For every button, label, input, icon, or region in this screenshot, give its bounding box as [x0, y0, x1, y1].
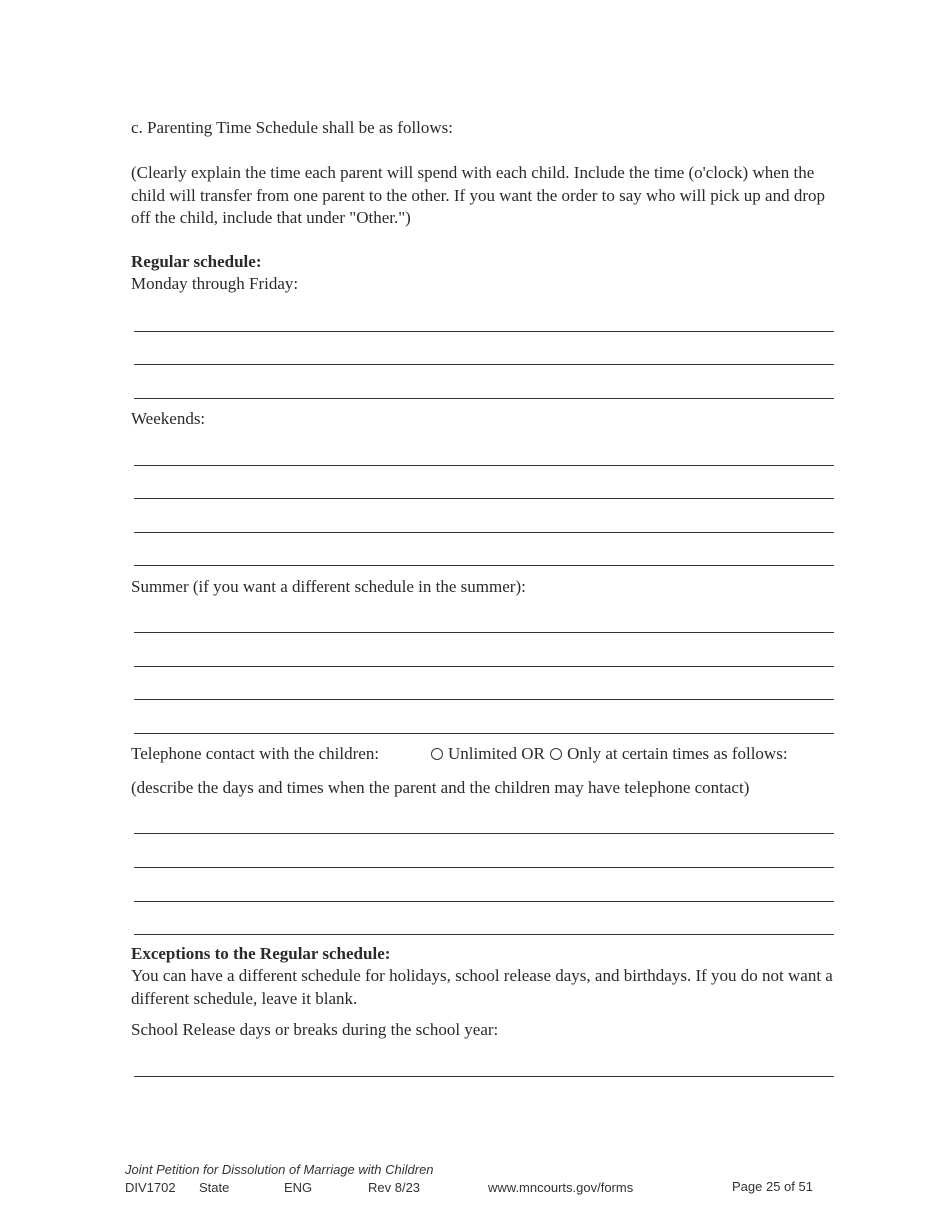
- telephone-label: Telephone contact with the children:: [131, 744, 380, 763]
- school-release-label: School Release days or breaks during the school year:: [131, 1020, 499, 1039]
- section-instructions: (Clearly explain the time each parent will spend with each child. Include the time (o'clock) when the child will transfer from one parent to the other. If you want the order to say who will pick up and drop off the child, include that under "Other."): [131, 163, 825, 227]
- weekends-line[interactable]: [134, 532, 834, 533]
- summer-line[interactable]: [134, 699, 834, 700]
- footer-website: www.mncourts.gov/forms: [488, 1180, 634, 1195]
- telephone-describe: (describe the days and times when the parent and the children may have telephone contact): [131, 778, 750, 797]
- summer-line[interactable]: [134, 632, 834, 633]
- footer-revision: Rev 8/23: [368, 1180, 421, 1195]
- unlimited-radio[interactable]: [431, 748, 443, 760]
- footer-page-number: Page 25 of 51: [732, 1179, 813, 1194]
- weekdays-line[interactable]: [134, 364, 834, 365]
- certain-times-label: Only at certain times as follows:: [567, 744, 788, 763]
- telephone-options: [431, 743, 788, 765]
- footer-form-title: Joint Petition for Dissolution of Marriage with Children: [125, 1162, 434, 1177]
- weekends-line[interactable]: [134, 565, 834, 566]
- section-heading: c. Parenting Time Schedule shall be as follows:: [131, 118, 454, 137]
- summer-label: Summer (if you want a different schedule in the summer):: [131, 577, 526, 596]
- weekends-line[interactable]: [134, 498, 834, 499]
- unlimited-label: Unlimited OR: [448, 744, 545, 763]
- weekdays-label: Monday through Friday:: [131, 274, 299, 293]
- school-release-line[interactable]: [134, 1076, 834, 1077]
- weekends-label: Weekends:: [131, 409, 206, 428]
- exceptions-heading: Exceptions to the Regular schedule:: [131, 944, 391, 963]
- footer-form-code: DIV1702: [125, 1180, 176, 1195]
- footer-jurisdiction: State: [199, 1180, 230, 1195]
- weekdays-line[interactable]: [134, 398, 834, 399]
- summer-line[interactable]: [134, 733, 834, 734]
- certain-times-radio[interactable]: [550, 748, 562, 760]
- telephone-line[interactable]: [134, 867, 834, 868]
- weekends-line[interactable]: [134, 465, 834, 466]
- summer-line[interactable]: [134, 666, 834, 667]
- telephone-line[interactable]: [134, 833, 834, 834]
- telephone-line[interactable]: [134, 934, 834, 935]
- exceptions-description: You can have a different schedule for holidays, school release days, and birthdays. If you do not want a different schedule, leave it blank.: [131, 966, 833, 1008]
- weekdays-line[interactable]: [134, 331, 834, 332]
- regular-schedule-heading: Regular schedule:: [131, 252, 262, 271]
- telephone-line[interactable]: [134, 901, 834, 902]
- footer-language: ENG: [284, 1180, 313, 1195]
